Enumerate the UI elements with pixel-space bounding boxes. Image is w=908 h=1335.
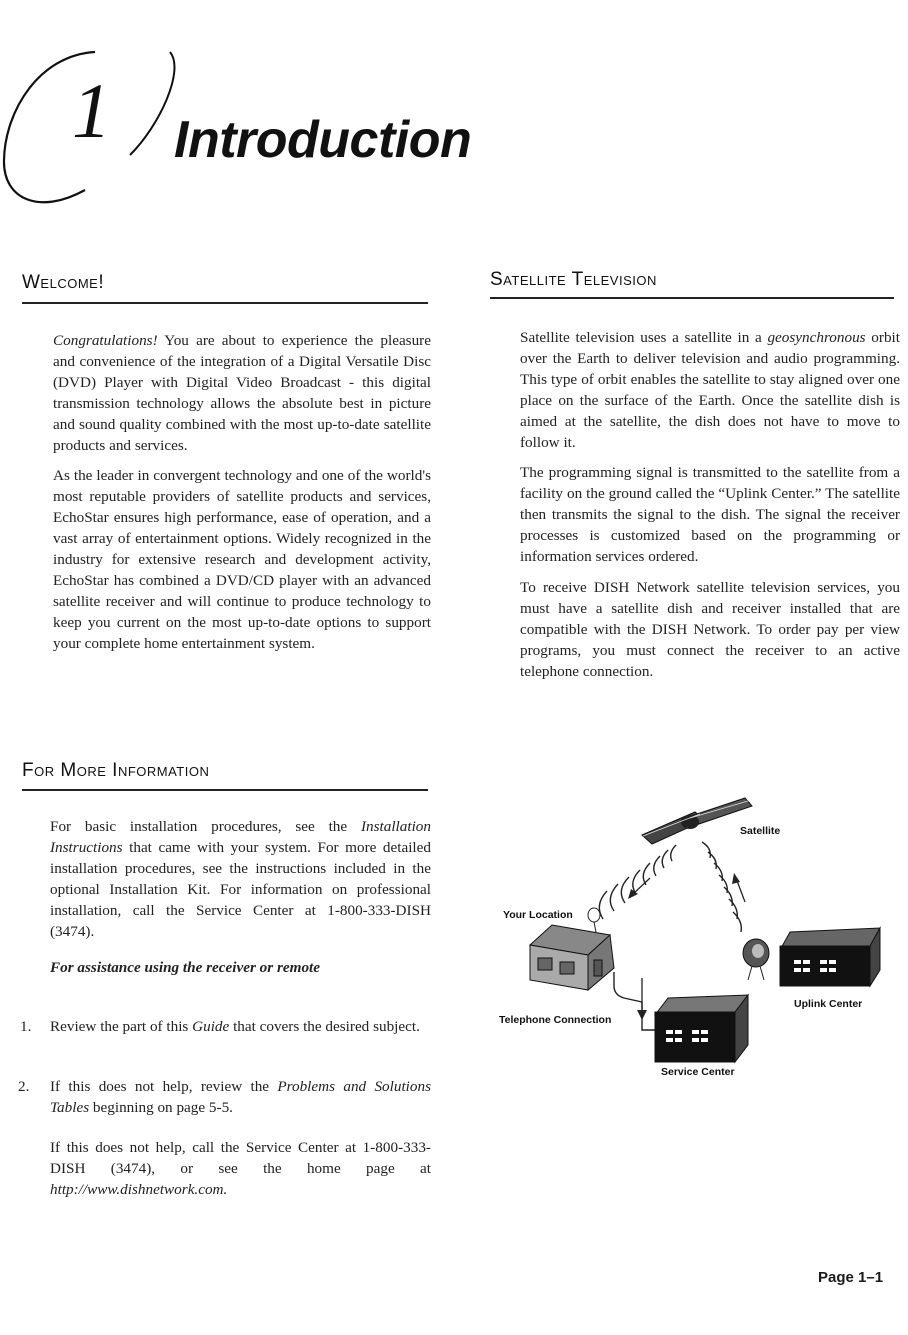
satellite-icon <box>642 798 752 844</box>
page-number: Page 1–1 <box>818 1269 884 1286</box>
telephone-line-icon <box>614 972 655 1030</box>
satellite-tv-heading: Satellite Television <box>490 269 657 290</box>
uplink-dish-icon <box>743 939 769 980</box>
more-info-heading: For More Information <box>22 760 210 781</box>
list-item-number: 1. <box>20 1018 32 1035</box>
satellite-tv-paragraph-3: To receive DISH Network satellite television services, you must have a satellite dish and receiver installed that are compatible with the DISH Network. To order pay per view programs, you must connect the receiver to an active telephone connection. <box>520 578 900 680</box>
list-item-number: 2. <box>18 1078 30 1095</box>
list-item: 2. If this does not help, review the Problems and Solutions Tables beginning on page 5-5. <box>18 1078 431 1116</box>
welcome-lead: Congratulations! <box>53 332 158 349</box>
satellite-tv-paragraph-1: Satellite television uses a satellite in a geosynchronous orbit over the Earth to deliver television and audio programming. This type of orbit enables the satellite to stay aligned over one place on the surface of the Earth. Once the satellite dish is aimed at the satellite, the dish does not have to move to follow it. <box>520 329 900 451</box>
welcome-body <box>53 331 431 665</box>
satellite-dish-icon <box>588 908 600 932</box>
more-info-rule <box>22 789 428 791</box>
more-info-body <box>50 817 431 987</box>
uplink-center-building-icon <box>780 928 880 986</box>
satellite-tv-body <box>520 328 900 693</box>
welcome-rule <box>22 302 428 304</box>
more-info-paragraph-1: For basic installation procedures, see the Installation Instructions that came with your system. For more detailed installation procedures, see the instructions included in the optional Installation Kit. For information on professional installation, call the Service Center at 1-800-333-DISH (3474). <box>50 818 431 940</box>
list-item: 1. Review the part of this Guide that covers the desired subject. <box>20 1018 420 1035</box>
diagram-label-service-center: Service Center <box>661 1066 735 1078</box>
diagram-label-your-location: Your Location <box>503 909 573 921</box>
satellite-tv-rule <box>490 297 894 299</box>
diagram-label-satellite: Satellite <box>740 825 781 837</box>
satellite-tv-paragraph-2: The programming signal is transmitted to the satellite from a facility on the ground called the “Uplink Center.” The satellite then transmits the signal to the dish. The signal the receiver processes is customized based on the programming or information services ordered. <box>520 464 900 566</box>
assistance-heading: For assistance using the receiver or remote <box>50 959 320 977</box>
house-icon <box>530 925 614 990</box>
welcome-heading: Welcome! <box>22 272 105 293</box>
satellite-system-diagram <box>490 790 890 1090</box>
more-info-final-paragraph: If this does not help, call the Service Center at 1-800-333-DISH (3474), or see the home page at http://www.dishnetwork.com. <box>50 1139 431 1198</box>
welcome-paragraph-1: Congratulations! You are about to experience the pleasure and convenience of the integration of a Digital Versatile Disc (DVD) Player with Digital Video Broadcast - this digital transmission technology allows the absolute best in picture and sound quality combined with the most up-to-date satellite products and services. <box>53 332 431 454</box>
diagram-label-uplink-center: Uplink Center <box>794 998 863 1010</box>
chapter-number: 1 <box>72 67 111 154</box>
signal-waves-icon <box>599 845 676 919</box>
welcome-paragraph-2: As the leader in convergent technology and one of the world's most reputable providers of satellite products and services, EchoStar ensures high performance, ease of operation, and a vast array of entertainment options. Widely recognized in the industry for extensive research and development activity, EchoStar has combined a DVD/CD player with an advanced satellite receiver and will continue to produce technology to keep you current on the most up-to-date options to support your complete home entertainment system. <box>53 467 431 652</box>
home-page-link[interactable]: http://www.dishnetwork.com. <box>50 1180 228 1198</box>
chapter-title: Introduction <box>174 111 472 169</box>
service-center-building-icon <box>655 995 748 1062</box>
diagram-label-telephone-connection: Telephone Connection <box>499 1014 612 1026</box>
